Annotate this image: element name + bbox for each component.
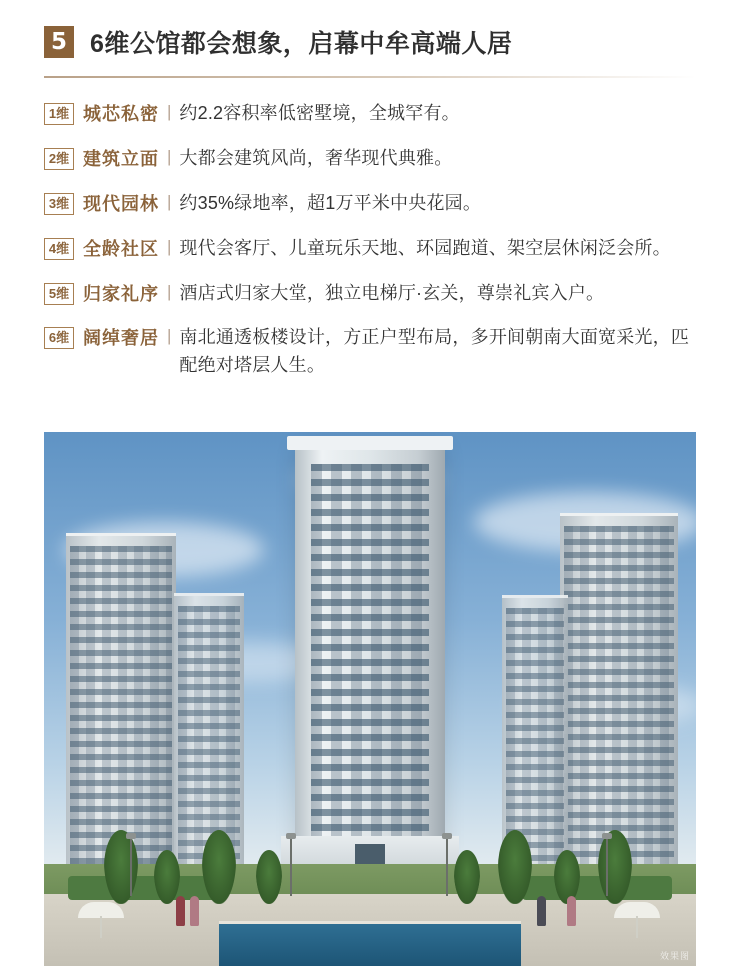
dimension-label: 归家礼序 bbox=[83, 283, 159, 304]
image-caption: 效果图 bbox=[659, 951, 690, 961]
tree bbox=[154, 850, 180, 904]
street-lamp bbox=[290, 838, 292, 896]
person-figure bbox=[537, 896, 546, 926]
dimension-label: 全龄社区 bbox=[83, 238, 159, 259]
person-figure bbox=[190, 896, 199, 926]
label-divider: | bbox=[167, 146, 172, 166]
dimension-description: 约35%绿地率，超1万平米中央花园。 bbox=[179, 192, 482, 213]
background-building bbox=[174, 593, 244, 866]
tree bbox=[554, 850, 580, 904]
header-divider bbox=[44, 76, 696, 78]
street-lamp bbox=[446, 838, 448, 896]
list-item bbox=[44, 100, 696, 128]
label-divider: | bbox=[167, 191, 172, 211]
dimension-label: 阔绰奢居 bbox=[83, 328, 159, 349]
section-header bbox=[44, 0, 696, 60]
tree bbox=[256, 850, 282, 904]
dimension-label: 城芯私密 bbox=[83, 104, 159, 124]
label-divider: | bbox=[167, 236, 172, 256]
tree bbox=[498, 830, 532, 904]
list-item bbox=[44, 280, 696, 308]
dimension-tag: 4维 bbox=[44, 238, 74, 260]
feature-list bbox=[44, 100, 696, 380]
main-tower-building bbox=[295, 446, 445, 870]
street-lamp bbox=[606, 838, 608, 896]
tree bbox=[202, 830, 236, 904]
background-building bbox=[66, 533, 176, 866]
list-item bbox=[44, 190, 696, 218]
label-divider: | bbox=[167, 102, 172, 121]
background-building bbox=[502, 595, 568, 866]
person-figure bbox=[176, 896, 185, 926]
patio-umbrella bbox=[614, 902, 660, 918]
dimension-description: 现代会客厅、儿童玩乐天地、环园跑道、架空层休闲泛会所。 bbox=[179, 237, 671, 258]
dimension-tag: 5维 bbox=[44, 283, 74, 305]
label-divider: | bbox=[167, 326, 172, 346]
dimension-label: 建筑立面 bbox=[83, 148, 159, 169]
dimension-tag: 1维 bbox=[44, 103, 74, 125]
tower-window-grid bbox=[311, 464, 429, 840]
patio-umbrella bbox=[78, 902, 124, 918]
dimension-description: 南北通透板楼设计，方正户型布局，多开间朝南大面宽采光，匹配绝对塔层人生。 bbox=[179, 327, 690, 376]
tree bbox=[598, 830, 632, 904]
dimension-tag: 2维 bbox=[44, 148, 74, 170]
dimension-label: 现代园林 bbox=[83, 193, 159, 214]
page-title: 6维公馆都会想象，启幕中牟高端人居 bbox=[90, 30, 513, 58]
tree bbox=[454, 850, 480, 904]
tree bbox=[104, 830, 138, 904]
list-item bbox=[44, 145, 696, 173]
dimension-tag: 6维 bbox=[44, 327, 74, 349]
label-divider: | bbox=[167, 281, 172, 301]
tower-crown bbox=[287, 436, 453, 450]
dimension-description: 酒店式归家大堂，独立电梯厅·玄关，尊崇礼宾入户。 bbox=[179, 282, 605, 303]
list-item bbox=[44, 235, 696, 263]
section-number-badge: 5 bbox=[44, 26, 74, 58]
person-figure bbox=[567, 896, 576, 926]
dimension-description: 约2.2容积率低密墅境，全城罕有。 bbox=[179, 103, 460, 123]
list-item bbox=[44, 324, 696, 380]
background-building bbox=[560, 513, 678, 866]
dimension-tag: 3维 bbox=[44, 193, 74, 215]
street-lamp bbox=[130, 838, 132, 896]
building-rendering-image bbox=[44, 432, 696, 966]
reflecting-pool bbox=[219, 921, 521, 966]
dimension-description: 大都会建筑风尚，奢华现代典雅。 bbox=[179, 147, 453, 168]
